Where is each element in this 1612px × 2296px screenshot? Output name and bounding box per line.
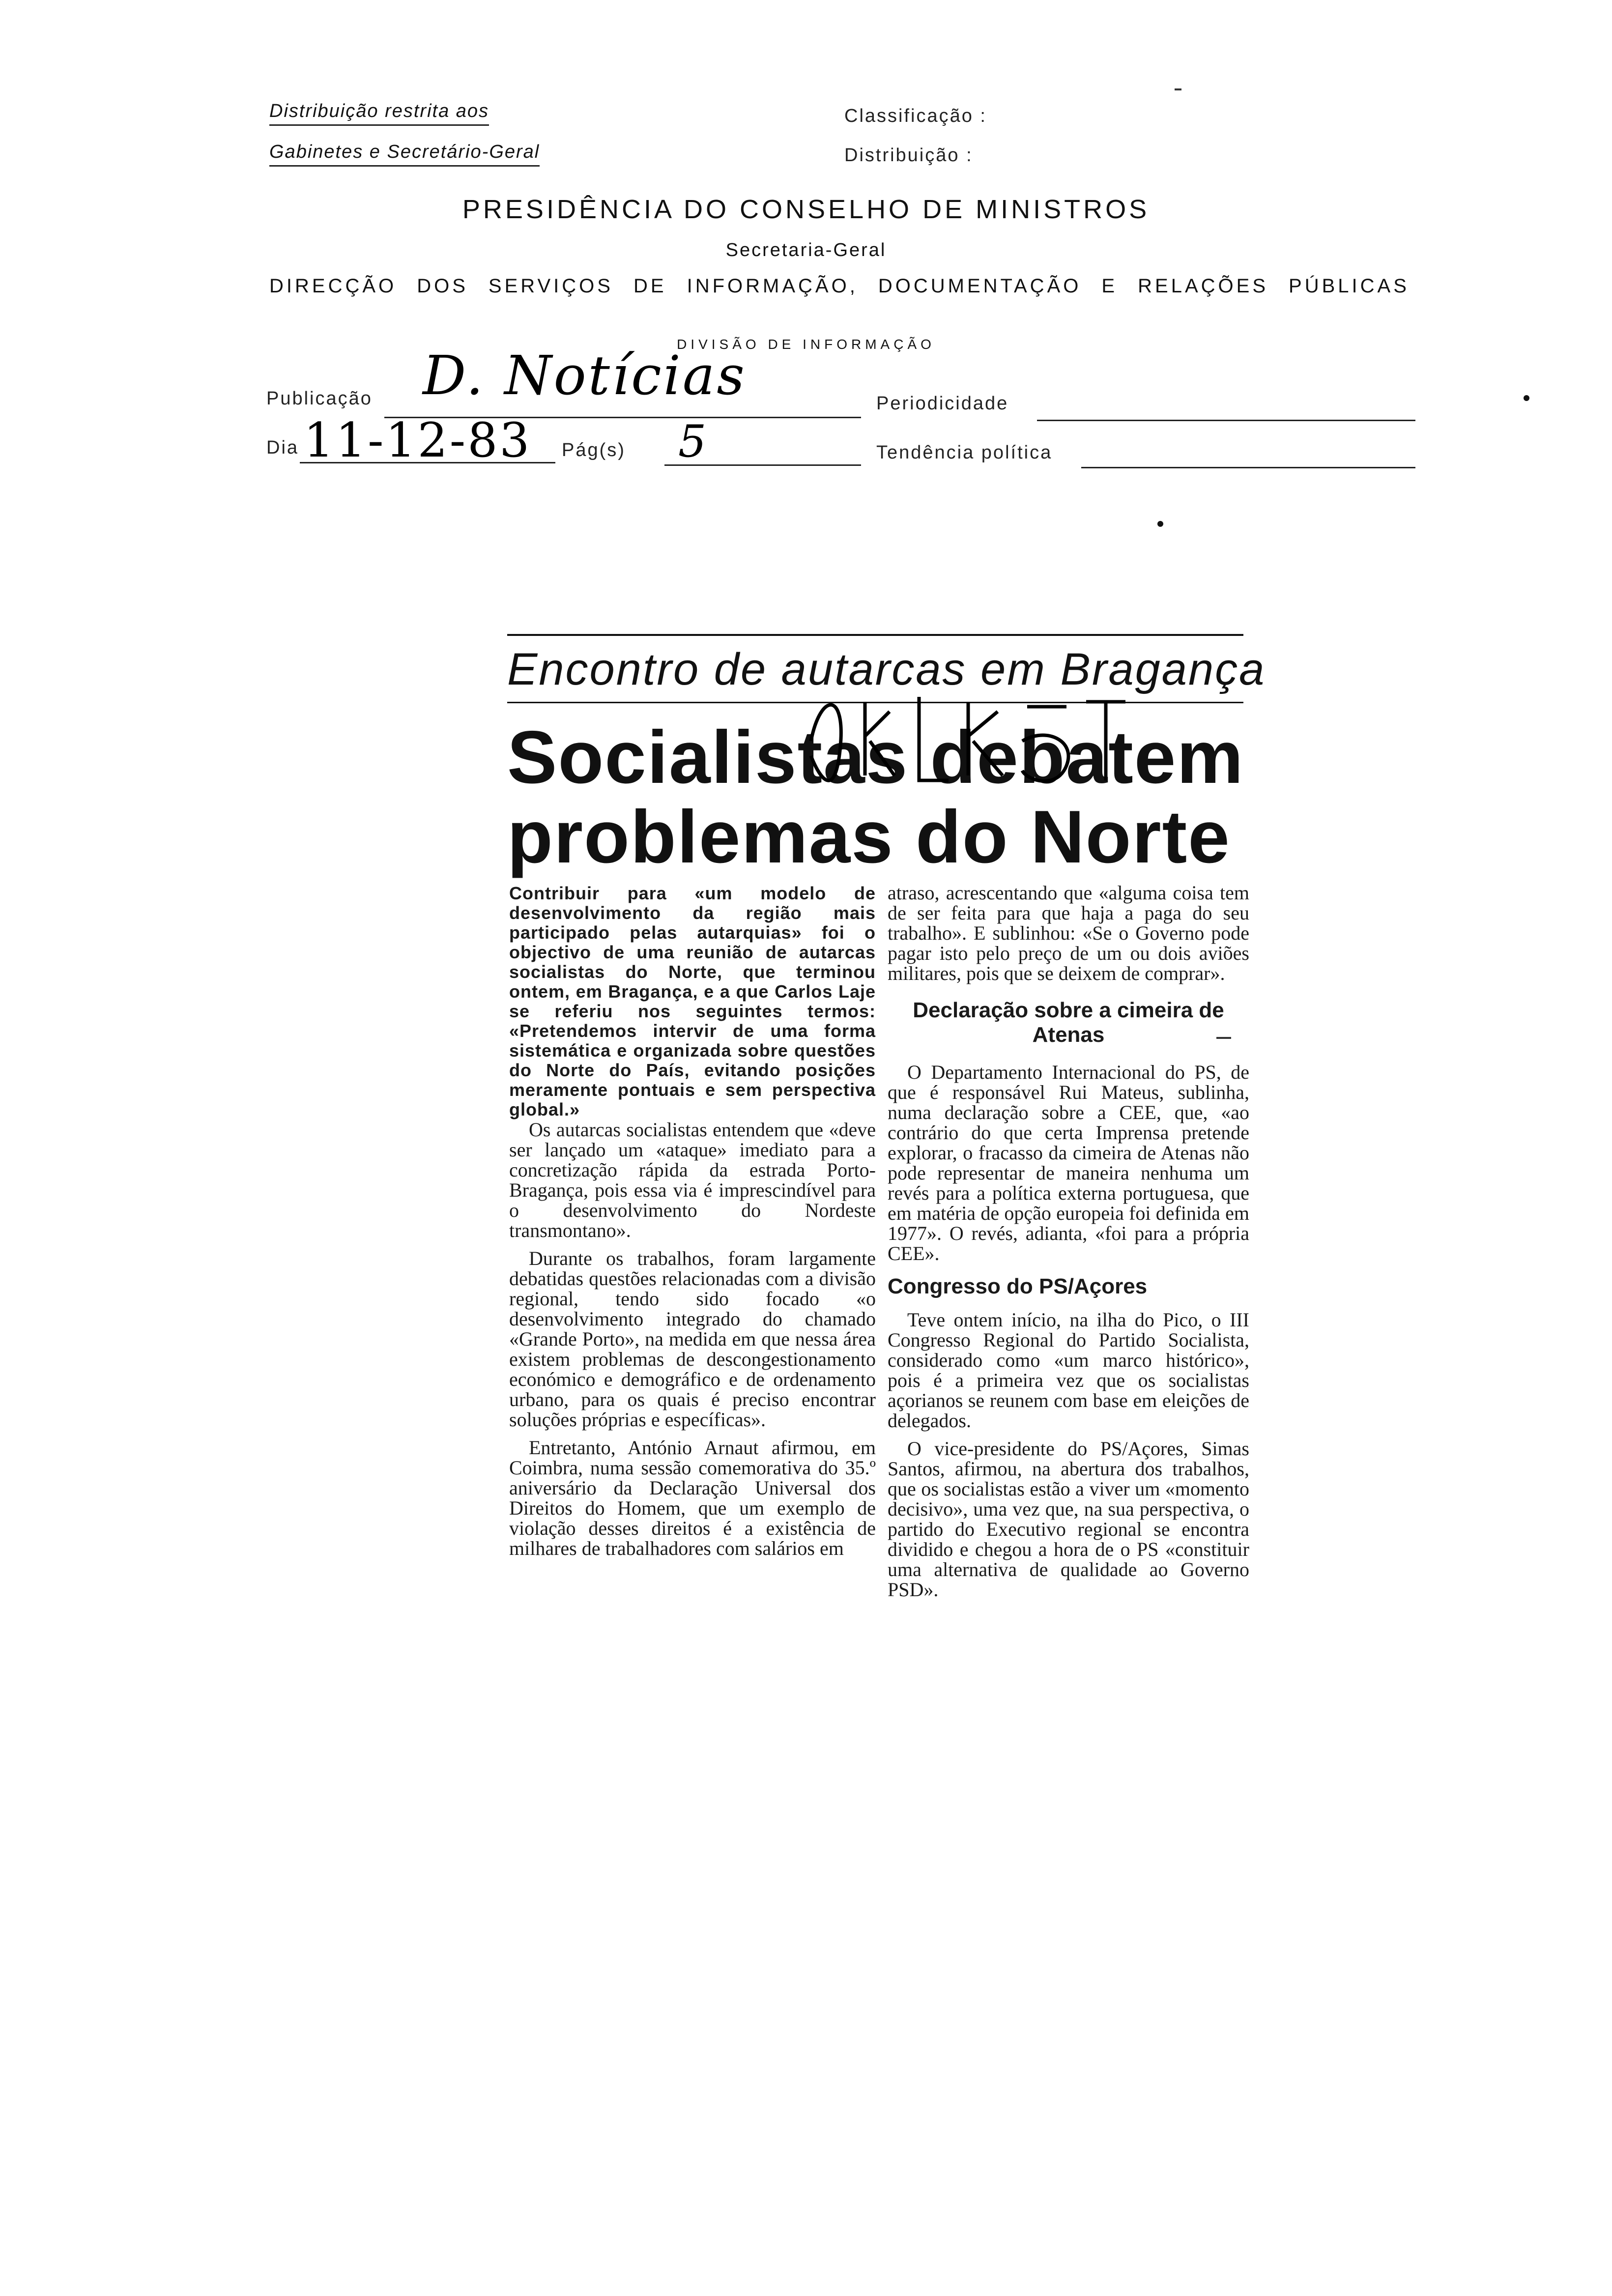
headline-line: Socialistas debatem bbox=[507, 716, 1244, 799]
direction-word: E bbox=[1101, 275, 1118, 297]
periodicity-label: Periodicidade bbox=[876, 393, 1009, 414]
underline bbox=[269, 165, 540, 167]
speck bbox=[1524, 395, 1529, 401]
restricted-distribution-line2: Gabinetes e Secretário-Geral bbox=[269, 142, 540, 163]
publication-label: Publicação bbox=[266, 388, 373, 409]
pages-label: Pág(s) bbox=[562, 440, 626, 460]
article-column-2 bbox=[888, 883, 1249, 1600]
day-label: Dia bbox=[266, 437, 299, 458]
article-paragraph: O vice-presidente do PS/Açores, Simas Santos, afirmou, na abertura dos trabalhos, que os socialistas estão a viver um «momento decisivo», uma vez que, na sua perspectiva, o partido do Executivo regional se encontra dividido e chegou a hora de o PS «constituir uma alternativa de qualidade ao Governo PSD». bbox=[888, 1437, 1249, 1601]
tendency-field-line bbox=[1081, 467, 1415, 468]
direction-word: DOCUMENTAÇÃO bbox=[878, 275, 1082, 297]
clipping-top-rule bbox=[507, 634, 1243, 636]
headline-line: problemas do Norte bbox=[507, 795, 1231, 879]
article-paragraph: Os autarcas socialistas entendem que «deve ser lançado um «ataque» imediato para a concretização rápida da estrada Porto-Bragança, pois essa via é imprescindível para o desenvolvimento do Nordeste transmontano». bbox=[509, 1119, 876, 1241]
speck bbox=[1157, 521, 1163, 527]
article-lead: Contribuir para «um modelo de desenvolvimento da região mais participado pelas autarquias» foi o objectivo de uma reunião de autarcas socialistas do Norte, que terminou ontem, em Bragança, e a que Carlos Laje se referiu nos seguintes termos: «Pretendemos intervir de uma forma sistemática e organizada sobre questões do Norte do País, evitando posições meramente pontuais e sem perspectiva global.» bbox=[509, 883, 876, 1119]
direction-line bbox=[269, 275, 1410, 297]
division-label: DIVISÃO DE INFORMAÇÃO bbox=[677, 337, 935, 352]
speck bbox=[1216, 1037, 1231, 1039]
publication-handwritten: D. Notícias bbox=[423, 344, 747, 407]
article-paragraph: atraso, acrescentando que «alguma coisa tem de ser feita para que haja a paga do seu trabalho». E sublinhou: «Se o Governo pode pagar isto pelo preço de um ou dois aviões militares, pois que se deixem de comprar». bbox=[888, 882, 1249, 984]
classification-label: Classificação : bbox=[844, 106, 987, 126]
page-title: PRESIDÊNCIA DO CONSELHO DE MINISTROS bbox=[462, 195, 1150, 224]
direction-word: DOS bbox=[417, 275, 468, 297]
direction-word: DE bbox=[633, 275, 667, 297]
article-paragraph: Teve ontem início, na ilha do Pico, o III Congresso Regional do Partido Socialista, considerado como «um marco histórico», pois é a primeira vez que os socialistas açorianos se reunem com base em eleições de delegados. bbox=[888, 1309, 1249, 1432]
restricted-distribution-line1: Distribuição restrita aos bbox=[269, 101, 489, 122]
article-kicker: Encontro de autarcas em Bragança bbox=[507, 644, 1266, 694]
article-paragraph: Durante os trabalhos, foram largamente debatidas questões relacionadas com a divisão regional, tendo sido focado «o desenvolvimento integrado do chamado «Grande Porto», na medida em que nessa área existem problemas de descongestionamento económico e demográfico e de ordenamento urbano, para os quais é preciso encontrar soluções próprias e específicas». bbox=[509, 1247, 876, 1431]
article-paragraph: Entretanto, António Arnaut afirmou, em Coimbra, numa sessão comemorativa do 35.º aniversário da Declaração Universal dos Direitos do Homem, que um exemplo de violação desses direitos é a existência de milhares de trabalhadores com salários em bbox=[509, 1436, 876, 1559]
section-heading-athens: Declaração sobre a cimeira de Atenas bbox=[913, 998, 1224, 1047]
handwritten-stamp-scribble bbox=[791, 682, 1145, 795]
article-paragraph: O Departamento Internacional do PS, de que é responsável Rui Mateus, sublinha, numa declaração sobre a CEE, que, «ao contrário do que certa Imprensa pretende explorar, o fracasso da cimeira de Atenas não pode representar de maneira nenhuma um revés para a política externa portuguesa, que em matéria de opção europeia foi definida em 1977». O revés, adianta, «foi para a própria CEE». bbox=[888, 1061, 1249, 1264]
pages-handwritten: 5 bbox=[678, 416, 709, 467]
direction-word: RELAÇÕES bbox=[1138, 275, 1268, 297]
distribution-label: Distribuição : bbox=[844, 145, 973, 166]
periodicity-field-line bbox=[1037, 420, 1415, 421]
direction-word: DIRECÇÃO bbox=[269, 275, 397, 297]
article-column-1 bbox=[509, 884, 876, 1558]
underline bbox=[269, 124, 489, 126]
direction-word: PÚBLICAS bbox=[1289, 275, 1410, 297]
tendency-label: Tendência política bbox=[876, 442, 1053, 463]
day-handwritten: 11-12-83 bbox=[304, 413, 532, 468]
speck bbox=[1175, 88, 1181, 90]
page-subtitle: Secretaria-Geral bbox=[725, 240, 887, 260]
direction-word: INFORMAÇÃO, bbox=[687, 275, 858, 297]
section-heading-azores: Congresso do PS/Açores bbox=[888, 1274, 1148, 1298]
direction-word: SERVIÇOS bbox=[488, 275, 613, 297]
